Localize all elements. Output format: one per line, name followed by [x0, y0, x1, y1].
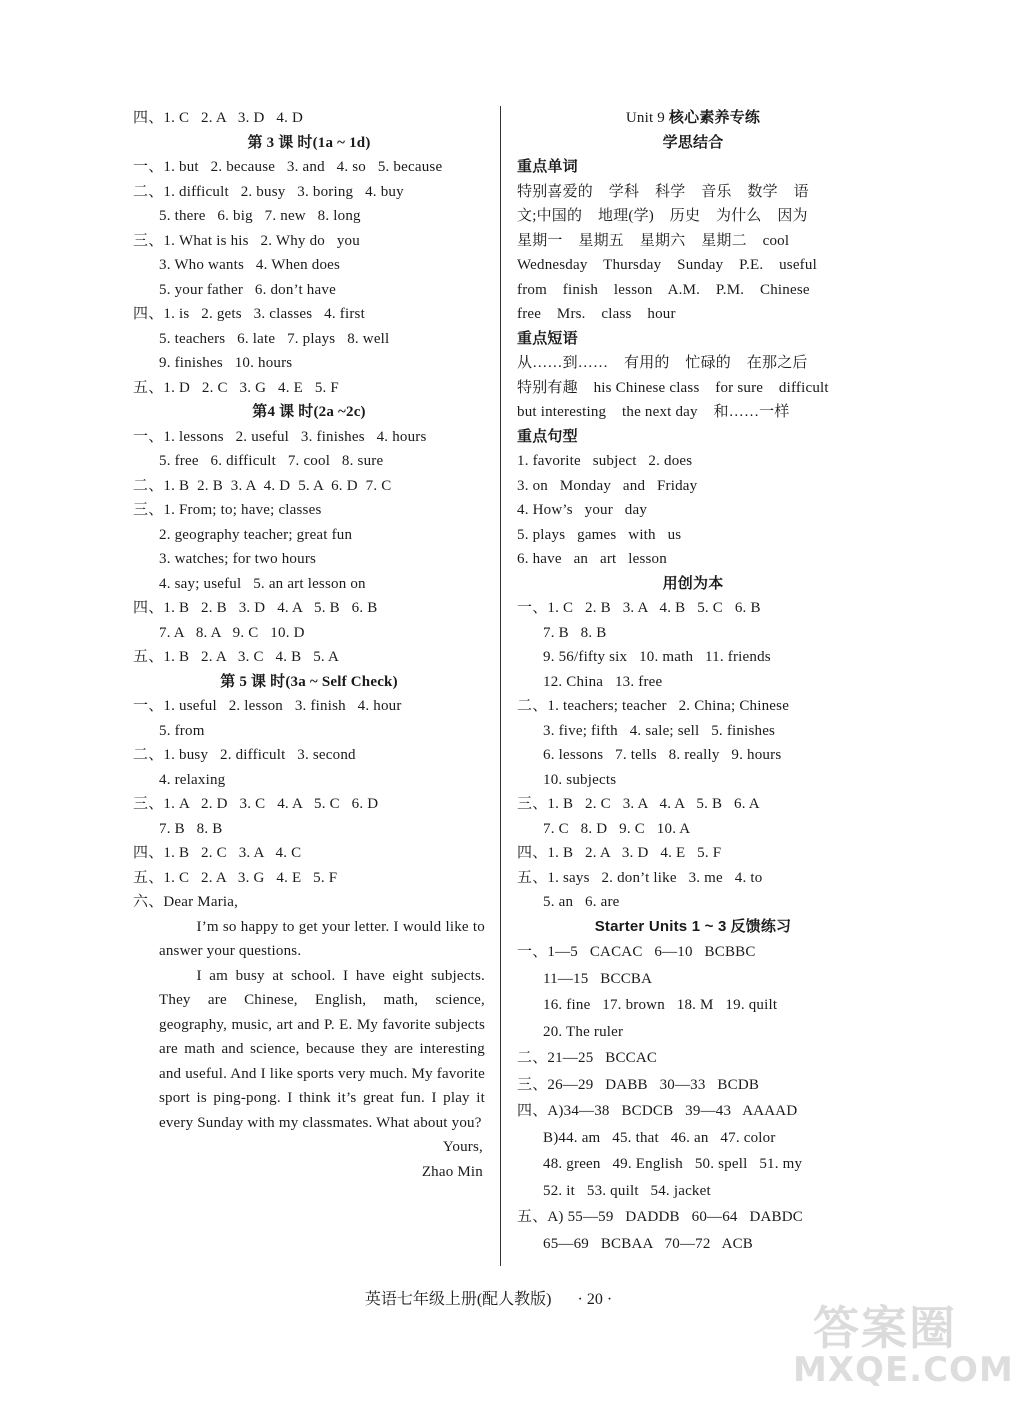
book-title: 英语七年级上册(配人教版) [364, 1291, 552, 1308]
answer-line: 6. lessons 7. tells 8. really 9. hours [543, 747, 782, 763]
lesson-heading: 第 5 课 时(3a ~ Self Check) [220, 673, 398, 690]
answer-line: 一、1. lessons 2. useful 3. finishes 4. hours [133, 428, 427, 445]
answer-line: 特别喜爱的 学科 科学 音乐 数学 语 [517, 183, 809, 200]
letter-greeting: 六、Dear Maria, [133, 894, 239, 910]
answer-line: 4. relaxing [159, 771, 226, 788]
answer-line: 星期一 星期五 星期六 星期二 cool [517, 232, 790, 249]
answer-line: 5. an 6. are [543, 894, 620, 910]
page-number: · 20 · [577, 1291, 613, 1308]
section-label: 重点单词 [517, 159, 578, 175]
lesson-heading: 第4 课 时(2a ~2c) [252, 404, 366, 420]
answer-line: 20. The ruler [543, 1023, 624, 1040]
answer-line: 三、1. A 2. D 3. C 4. A 5. C 6. D [133, 796, 379, 812]
section-title [517, 915, 869, 940]
answer-line: 四、A)34—38 BCDCB 39—43 AAAAD [517, 1103, 798, 1119]
answer-line: 一、1—5 CACAC 6—10 BCBBC [517, 944, 756, 960]
answer-line: 二、1. teachers; teacher 2. China; Chinese [517, 698, 790, 714]
answer-line: 7. B 8. B [543, 624, 607, 641]
answer-line: 四、1. B 2. B 3. D 4. A 5. B 6. B [133, 600, 378, 616]
answer-line: 1. favorite subject 2. does [517, 453, 693, 469]
answer-line: 10. subjects [543, 771, 617, 788]
answer-line: 三、1. What is his 2. Why do you [133, 232, 360, 249]
answer-line: 5. your father 6. don’t have [159, 281, 336, 298]
answer-line: 3. on Monday and Friday [517, 477, 698, 494]
answer-line: 11—15 BCCBA [543, 970, 653, 987]
section-title: 学思结合 [662, 134, 724, 151]
answer-line: 48. green 49. English 50. spell 51. my [543, 1156, 803, 1172]
answer-line: 5. plays games with us [517, 526, 682, 543]
section-title: 用创为本 [662, 575, 724, 592]
section-title-en: Starter Units 1 ~ 3 [594, 917, 727, 935]
answer-line: 二、1. busy 2. difficult 3. second [133, 747, 356, 763]
answer-line: 五、1. says 2. don’t like 3. me 4. to [517, 869, 763, 886]
letter-paragraph: I am busy at school. I have eight subjects. They are Chinese, English, math, science, geography, music, art and P. E. My favorite subjects are math and science, because they are interesting and useful. And I like sports very much. My favorite sport is ping-pong. I think it’s great fun. I play it every Sunday with my classmates. What about you? [159, 967, 485, 1131]
answer-line: 五、1. C 2. A 3. G 4. E 5. F [133, 869, 338, 886]
answer-line: Wednesday Thursday Sunday P.E. useful [517, 257, 817, 273]
answer-line: 三、1. B 2. C 3. A 4. A 5. B 6. A [517, 796, 760, 812]
letter-signature: Zhao Min [421, 1163, 483, 1180]
answer-line: 四、1. B 2. C 3. A 4. C [133, 845, 302, 861]
answer-line: free Mrs. class hour [517, 306, 676, 322]
unit-title-number: Unit 9 [625, 110, 665, 126]
answer-line: 3. watches; for two hours [159, 551, 317, 567]
answer-line: 4. How’s your day [517, 502, 648, 518]
watermark-logo [793, 1292, 1014, 1392]
answer-line: 一、1. but 2. because 3. and 4. so 5. because [133, 159, 443, 175]
answer-line: but interesting the next day 和……一样 [517, 404, 790, 420]
answer-line: 二、1. B 2. B 3. A 4. D 5. A 6. D 7. C [133, 477, 392, 494]
answer-line: 五、A) 55—59 DADDB 60—64 DABDC [517, 1209, 803, 1225]
answer-line: 5. from [159, 722, 205, 739]
left-column [133, 106, 485, 1184]
answer-line: 三、1. From; to; have; classes [133, 502, 322, 518]
watermark-top-text: 答案圈 [813, 1301, 957, 1355]
answer-line: 9. finishes 10. hours [159, 355, 293, 371]
answer-line: 7. B 8. B [159, 820, 223, 837]
answer-line: 2. geography teacher; great fun [159, 526, 353, 543]
answer-line: 6. have an art lesson [517, 551, 667, 567]
answer-line: 五、1. D 2. C 3. G 4. E 5. F [133, 379, 339, 396]
answer-line: 四、1. B 2. A 3. D 4. E 5. F [517, 845, 722, 861]
letter-paragraph: I’m so happy to get your letter. I would like to answer your questions. [159, 918, 485, 959]
answer-line: B)44. am 45. that 46. an 47. color [543, 1129, 776, 1146]
answer-line: 一、1. useful 2. lesson 3. finish 4. hour [133, 698, 402, 714]
section-label: 重点短语 [517, 330, 578, 347]
answer-line: 四、1. is 2. gets 3. classes 4. first [133, 306, 365, 322]
right-column [517, 106, 869, 1257]
answer-line: 五、1. B 2. A 3. C 4. B 5. A [133, 649, 339, 665]
lesson-heading: 第 3 课 时(1a ~ 1d) [247, 134, 371, 151]
letter-closing: Yours, [442, 1139, 483, 1155]
answer-line: 16. fine 17. brown 18. M 19. quilt [543, 997, 778, 1013]
section-title-cn: 反馈练习 [726, 918, 792, 935]
answer-line: 一、1. C 2. B 3. A 4. B 5. C 6. B [517, 600, 761, 616]
answer-line: 5. teachers 6. late 7. plays 8. well [159, 330, 390, 347]
answer-line: 4. say; useful 5. an art lesson on [159, 575, 366, 592]
answer-line: 7. C 8. D 9. C 10. A [543, 820, 691, 837]
answer-line: 三、26—29 DABB 30—33 BCDB [517, 1076, 760, 1093]
unit-title [517, 106, 869, 131]
answer-line: 9. 56/fifty six 10. math 11. friends [543, 649, 771, 665]
answer-line: 52. it 53. quilt 54. jacket [543, 1182, 711, 1199]
unit-title-text: 核心素养专练 [664, 110, 761, 126]
answer-line: from finish lesson A.M. P.M. Chinese [517, 281, 810, 298]
answer-line: 二、1. difficult 2. busy 3. boring 4. buy [133, 183, 404, 200]
answer-line: 5. free 6. difficult 7. cool 8. sure [159, 453, 384, 469]
column-divider [500, 106, 501, 1266]
answer-line: 12. China 13. free [543, 673, 663, 690]
answer-line: 二、21—25 BCCAC [517, 1050, 658, 1066]
section-label: 重点句型 [517, 428, 578, 445]
answer-line: 文;中国的 地理(学) 历史 为什么 因为 [517, 208, 808, 224]
answer-line: 7. A 8. A 9. C 10. D [159, 624, 305, 641]
answer-line: 四、1. C 2. A 3. D 4. D [133, 110, 303, 126]
answer-line: 从……到…… 有用的 忙碌的 在那之后 [517, 355, 808, 371]
watermark-bottom-text: MXQE.COM [793, 1350, 1014, 1390]
answer-line: 特别有趣 his Chinese class for sure difficult [517, 379, 829, 396]
answer-line: 65—69 BCBAA 70—72 ACB [543, 1235, 754, 1252]
answer-line: 3. five; fifth 4. sale; sell 5. finishes [543, 722, 776, 739]
answer-line: 3. Who wants 4. When does [159, 257, 341, 273]
answer-line: 5. there 6. big 7. new 8. long [159, 208, 361, 224]
